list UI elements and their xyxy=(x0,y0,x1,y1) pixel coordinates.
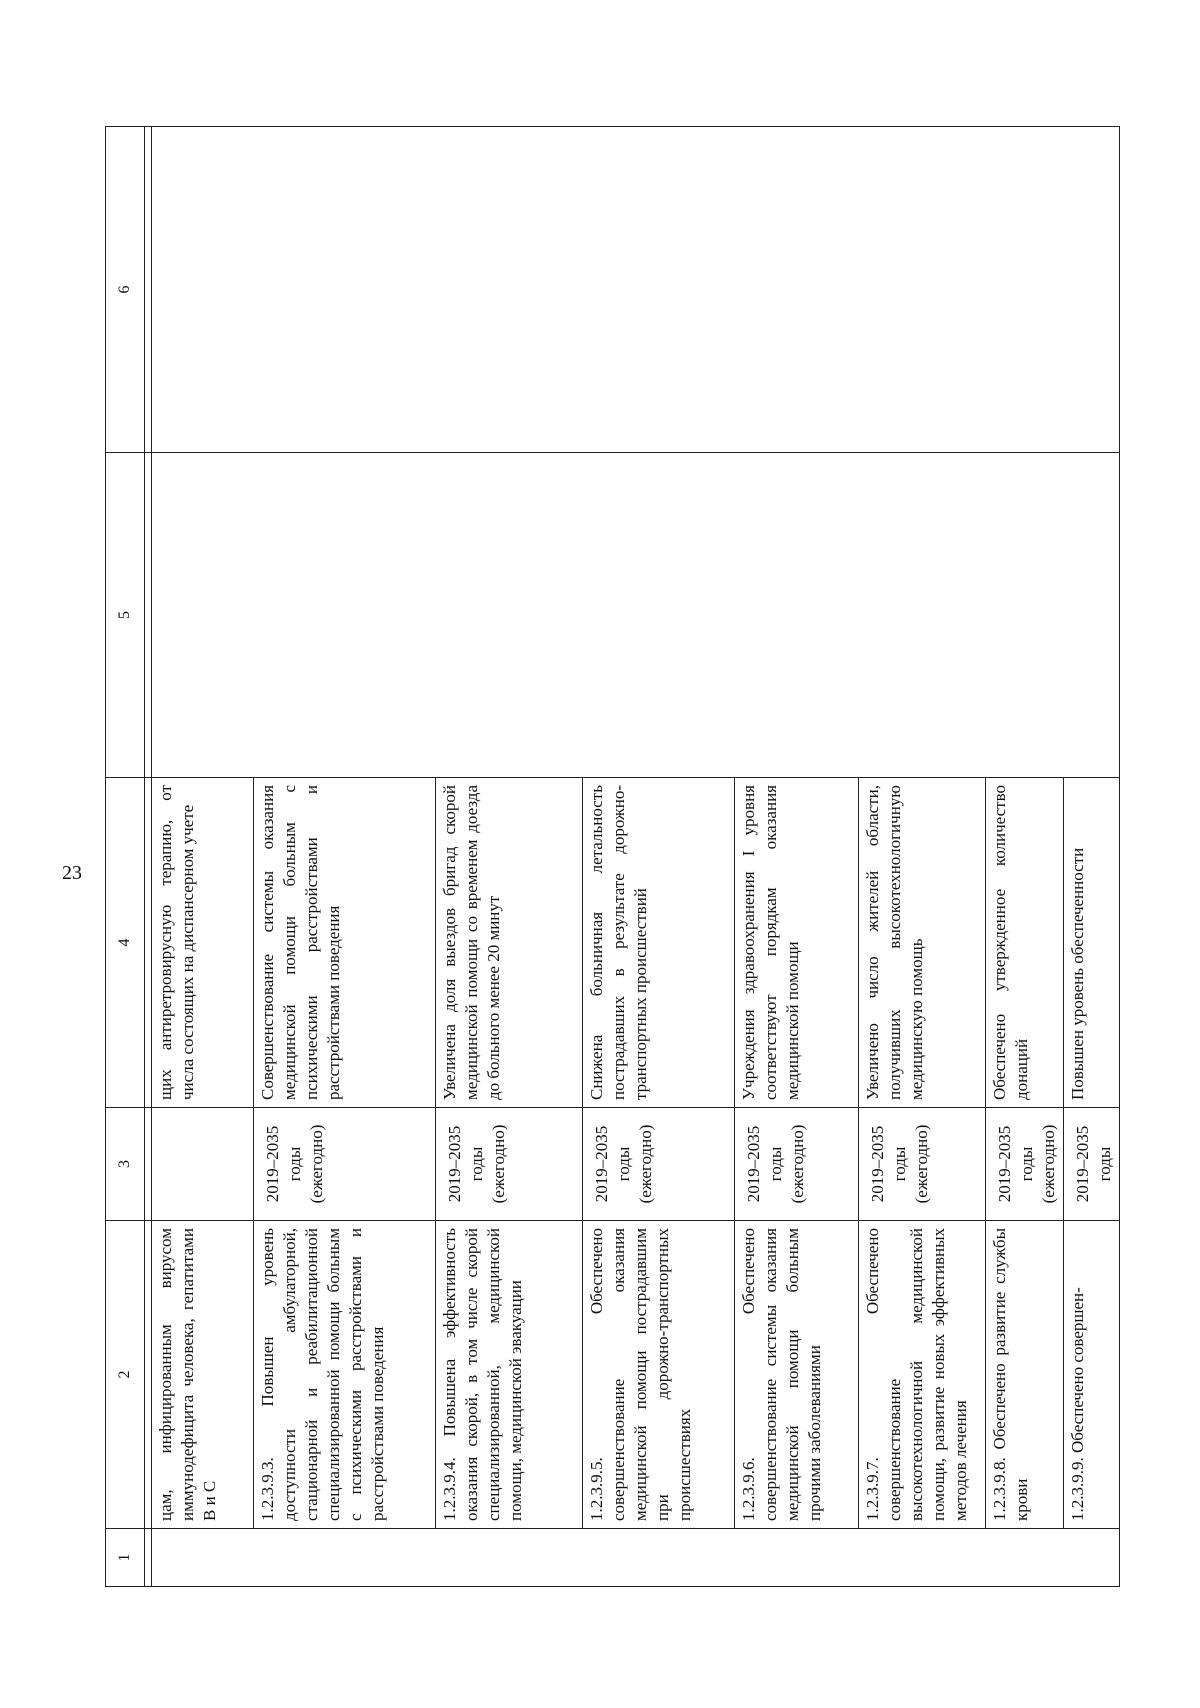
header-col-3: 3 xyxy=(106,1108,145,1221)
indicator-cell: Снижена больничная летальность пострадавших в результате дорожно-транспортных происшествий xyxy=(583,778,735,1108)
result-cell: 1.2.3.9.4. Повышена эффективность оказания скорой, в том числе скорой специализированной, медицинской помощи, медицинской эвакуации xyxy=(436,1221,583,1529)
indicator-cell: Учреждения здравоохранения I уровня соответствуют порядкам оказания медицинской помощи xyxy=(735,778,859,1108)
indicator-cell: Увеличена доля выездов бригад скорой медицинской помощи со временем доезда до больного менее 20 минут xyxy=(436,778,583,1108)
result-cell: 1.2.3.9.7. Обеспечено совершенствование высокотехнологичной медицинской помощи, развитие новых эффективных методов лечения xyxy=(859,1221,986,1529)
indicator-cell: Повышен уровень обеспеченности xyxy=(1064,778,1120,1108)
col5-cell xyxy=(152,453,1120,778)
result-cell: 1.2.3.9.9. Обеспечено совершен- xyxy=(1064,1221,1120,1529)
page-number: 23 xyxy=(62,862,82,884)
period-cell: 2019–2035 годы (ежегодно) xyxy=(436,1108,583,1221)
period-cell xyxy=(152,1108,254,1221)
header-col-4: 4 xyxy=(106,778,145,1108)
result-cell: 1.2.3.9.3. Повышен уровень доступности амбулаторной, стационарной и реабилитационной специализированной помощи больным с психическими расстройствами и расстройствами поведения xyxy=(254,1221,436,1529)
header-col-6: 6 xyxy=(106,127,145,453)
rotated-table-container xyxy=(105,127,1115,1587)
col6-cell xyxy=(152,127,1120,453)
period-cell: 2019–2035 годы (ежегодно) xyxy=(986,1108,1064,1221)
col1-cell xyxy=(152,1529,1120,1587)
indicator-cell: щих антиретровирусную терапию, от числа состоящих на диспансерном учете xyxy=(152,778,254,1108)
header-col-2: 2 xyxy=(106,1221,145,1529)
plan-table xyxy=(105,126,1120,1587)
period-cell: 2019–2035 годы (ежегодно) xyxy=(735,1108,859,1221)
header-row xyxy=(106,127,145,1587)
indicator-cell: Совершенствование системы оказания медицинской помощи больным с психическими расстройствами и расстройствами поведения xyxy=(254,778,436,1108)
header-gap xyxy=(145,127,152,1587)
header-col-5: 5 xyxy=(106,453,145,778)
header-col-1: 1 xyxy=(106,1529,145,1587)
result-cell: цам, инфицированным вирусом иммунодефицита человека, гепатитами В и С xyxy=(152,1221,254,1529)
indicator-cell: Увеличено число жителей области, получивших высокотехнологичную медицинскую помощь xyxy=(859,778,986,1108)
result-cell: 1.2.3.9.8. Обеспечено развитие службы крови xyxy=(986,1221,1064,1529)
result-cell: 1.2.3.9.6. Обеспечено совершенствование системы оказания медицинской помощи больным прочими заболеваниями xyxy=(735,1221,859,1529)
period-cell: 2019–2035 годы xyxy=(1064,1108,1120,1221)
period-cell: 2019–2035 годы (ежегодно) xyxy=(254,1108,436,1221)
period-cell: 2019–2035 годы (ежегодно) xyxy=(583,1108,735,1221)
period-cell: 2019–2035 годы (ежегодно) xyxy=(859,1108,986,1221)
result-cell: 1.2.3.9.5. Обеспечено совершенствование оказания медицинской помощи пострадавшим при дорожно-транспортных происшествиях xyxy=(583,1221,735,1529)
table-row xyxy=(152,127,254,1587)
indicator-cell: Обеспечено утвержденное количество донаций xyxy=(986,778,1064,1108)
